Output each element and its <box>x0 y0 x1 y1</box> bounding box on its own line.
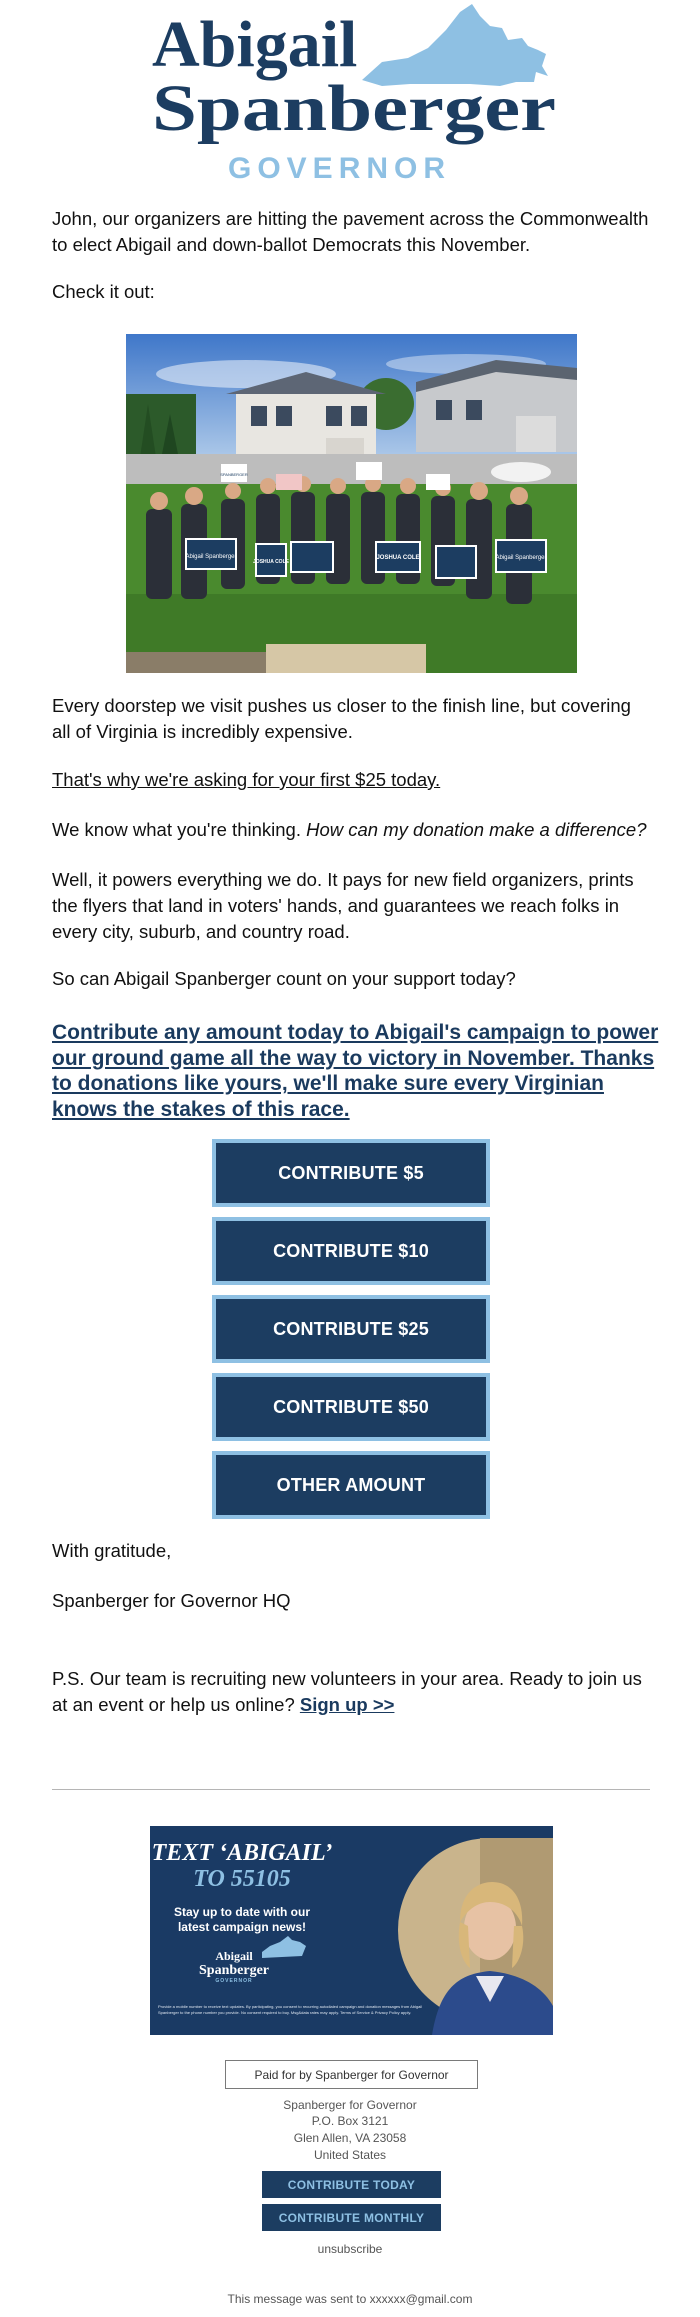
thinking-plain: We know what you're thinking. <box>52 819 307 840</box>
logo-name-line1: Abigail <box>152 8 358 81</box>
paid-for-box: Paid for by Spanberger for Governor <box>225 2060 478 2089</box>
sent-to-text: This message was sent to xxxxxx@gmail.com <box>227 2292 473 2306</box>
campaign-logo <box>150 0 560 184</box>
volunteers-photo <box>126 334 577 673</box>
divider <box>52 1789 650 1790</box>
doorstep-text: Every doorstep we visit pushes us closer to the finish line, but covering all of Virginia is incredibly expensive. <box>52 695 631 742</box>
sign-up-link[interactable]: Sign up >> <box>299 1694 395 1715</box>
photo-illustration <box>126 334 577 673</box>
photo-sign-5: SPANBERGER <box>220 472 248 477</box>
check-it-out-text: Check it out: <box>52 281 155 302</box>
address-line-2: P.O. Box 3121 <box>311 2114 389 2128</box>
banner-subline1: Stay up to date with our <box>173 1905 311 1919</box>
banner-text-line2: TO 55105 <box>193 1866 291 1892</box>
contribute-headline-link[interactable]: Contribute any amount today to Abigail's campaign to power our ground game all the way to victory in November. Thanks to donations like yours, we'll make sure every Virginian knows the stakes of this race. <box>52 1021 659 1121</box>
banner-text-line1: TEXT ‘ABIGAIL’ <box>151 1840 333 1866</box>
thinking-italic: How can my donation make a difference? <box>306 819 647 840</box>
thinking-text <box>52 817 652 843</box>
contribute-today-button[interactable]: CONTRIBUTE TODAY <box>262 2171 441 2198</box>
address-line-4: United States <box>313 2148 387 2162</box>
banner-logo-line2: Spanberger <box>199 1963 269 1978</box>
text-abigail-banner[interactable] <box>150 1826 553 2035</box>
unsubscribe-link[interactable]: unsubscribe <box>317 2242 383 2256</box>
ps-text <box>52 1666 652 1718</box>
banner-logo-office: GOVERNOR <box>215 1978 253 1984</box>
support-text: So can Abigail Spanberger count on your support today? <box>52 968 516 989</box>
logo-office: GOVERNOR <box>228 152 452 184</box>
photo-sign-2: JOSHUA COLE <box>253 559 289 565</box>
contribute-50-button[interactable]: CONTRIBUTE $50 <box>212 1373 490 1441</box>
contribute-25-button[interactable]: CONTRIBUTE $25 <box>212 1295 490 1363</box>
signature-text: Spanberger for Governor HQ <box>52 1590 291 1611</box>
logo-name-line2: Spanberger <box>152 72 556 145</box>
banner-subline2: latest campaign news! <box>177 1920 307 1934</box>
virginia-map-logo <box>150 0 560 184</box>
contribute-10-button[interactable]: CONTRIBUTE $10 <box>212 1217 490 1285</box>
banner-logo-line1: Abigail <box>215 1949 253 1963</box>
ask-25-text: That's why we're asking for your first $25 today. <box>52 769 441 790</box>
banner-fine-print: Provide a mobile number to receive text updates. By participating, you consent to recurring autodialed campaign and donation messages from Abigail Spanberger to the phone number you provide. No consent required to buy. Msg&data rates may apply. Terms of Service & Privacy Policy apply. <box>158 2004 423 2015</box>
photo-sign-3: JOSHUA COLE <box>376 555 420 561</box>
address-line-1: Spanberger for Governor <box>283 2098 417 2112</box>
contribute-monthly-button[interactable]: CONTRIBUTE MONTHLY <box>262 2204 441 2231</box>
address-line-3: Glen Allen, VA 23058 <box>293 2131 407 2145</box>
other-amount-button[interactable]: OTHER AMOUNT <box>212 1451 490 1519</box>
photo-sign-4: Abigail Spanberger <box>495 555 547 561</box>
powers-text: Well, it powers everything we do. It pays for new field organizers, prints the flyers that land in voters' hands, and guarantees we reach folks in every city, suburb, and country road. <box>52 869 634 942</box>
gratitude-text: With gratitude, <box>52 1540 172 1561</box>
contribute-5-button[interactable]: CONTRIBUTE $5 <box>212 1139 490 1207</box>
intro-text: John, our organizers are hitting the pavement across the Commonwealth to elect Abigail and down-ballot Democrats this November. <box>52 208 649 255</box>
photo-sign-1: Abigail Spanberger <box>185 554 237 560</box>
ps-body: P.S. Our team is recruiting new volunteers in your area. Ready to join us at an event or help us online? <box>52 1668 642 1715</box>
